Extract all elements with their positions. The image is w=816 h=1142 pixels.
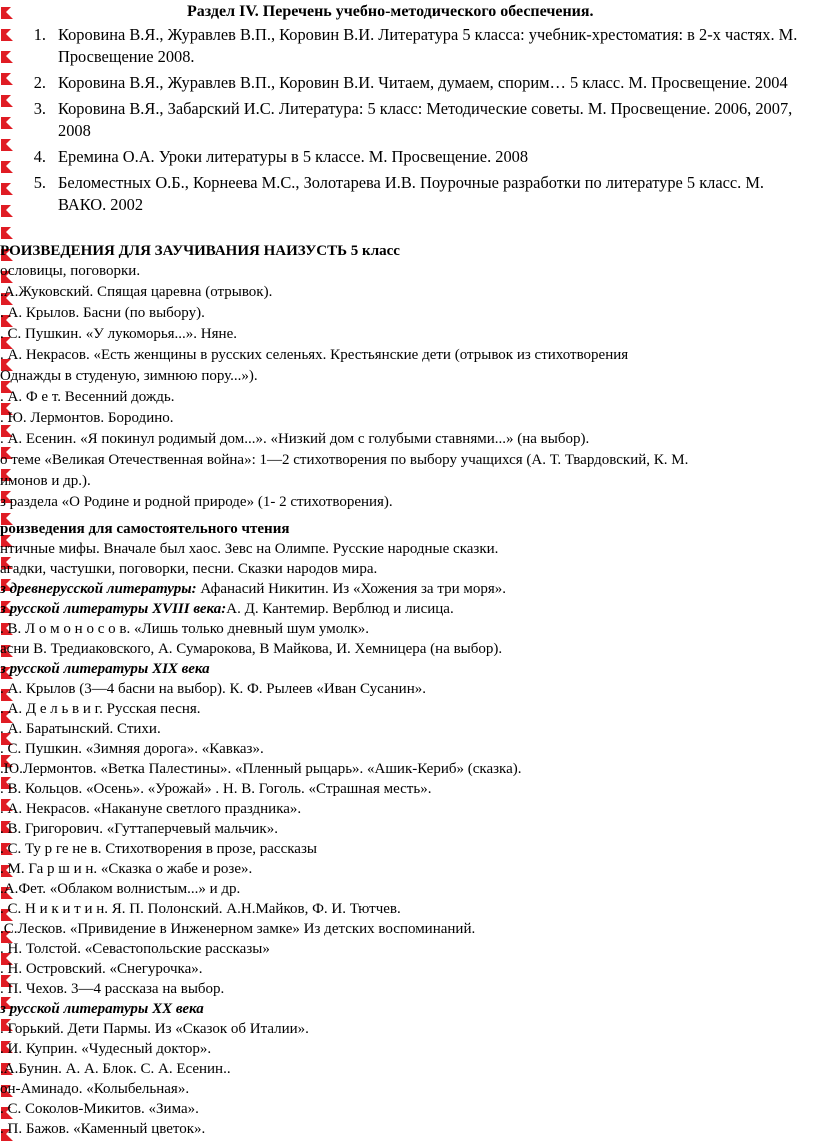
reading-text: А. Д. Кантемир. Верблюд и лисица. xyxy=(226,601,454,617)
reading-text: он-Аминадо. «Колыбельная». xyxy=(0,1081,190,1097)
memorize-item: имонов и др.). xyxy=(0,473,91,489)
memorize-item: о теме «Великая Отечественная война»: 1—2 стихотворения по выбору учащихся (А. Т. Твардовский, К. М. xyxy=(0,452,689,468)
reading-item xyxy=(0,819,816,839)
reading-item xyxy=(0,699,816,719)
bibliography-item xyxy=(24,172,814,216)
item-number: 2. xyxy=(33,73,46,92)
reading-item xyxy=(0,1059,816,1079)
reading-text: . Н. Островский. «Снегурочка». xyxy=(0,961,203,977)
reading-item xyxy=(0,659,816,679)
reading-item xyxy=(0,939,816,959)
memorize-item: . С. Пушкин. «У лукоморья...». Няне. xyxy=(0,326,237,342)
item-number: 4. xyxy=(33,147,46,166)
item-number: 3. xyxy=(33,99,46,118)
red-pennant-icon xyxy=(0,72,14,86)
memorize-list xyxy=(0,261,816,513)
memorize-item: Однажды в студеную, зимнюю пору...»). xyxy=(0,368,258,384)
reading-text: .А.Фет. «Облаком волнистым...» и др. xyxy=(0,881,241,897)
reading-text: Афанасий Никитин. Из «Хожения за три моря». xyxy=(196,581,506,597)
reading-item xyxy=(0,599,816,619)
memorize-item: . А. Ф е т. Весенний дождь. xyxy=(0,389,175,405)
reading-item xyxy=(0,1039,816,1059)
item-text: Беломестных О.Б., Корнеева М.С., Золотарева И.В. Поурочные разработки по литературе 5 класс. М. ВАКО. 2002 xyxy=(58,173,765,214)
reading-text: . И. Куприн. «Чудесный доктор». xyxy=(0,1041,212,1057)
item-text: Коровина В.Я., Журавлев В.П., Коровин В.И. Читаем, думаем, спорим… 5 класс. М. Просвещение. 2004 xyxy=(58,73,788,92)
reading-subheading: з русской литературы XIX века xyxy=(0,661,210,677)
reading-item xyxy=(0,759,816,779)
reading-text: . А. Д е л ь в и г. Русская песня. xyxy=(0,701,201,717)
red-pennant-icon xyxy=(0,204,14,218)
reading-item xyxy=(0,799,816,819)
reading-text: . М. Га р ш и н. «Сказка о жабе и розе». xyxy=(0,861,253,877)
reading-item xyxy=(0,859,816,879)
reading-text: . С. Пушкин. «Зимняя дорога». «Кавказ». xyxy=(0,741,264,757)
reading-item xyxy=(0,619,816,639)
memorize-item: . А. Крылов. Басни (по выбору). xyxy=(0,305,205,321)
bibliography-item xyxy=(24,146,814,168)
independent-reading-list xyxy=(0,539,816,1139)
reading-item xyxy=(0,979,816,999)
memorize-item: . Ю. Лермонтов. Бородино. xyxy=(0,410,174,426)
memorize-item: ословицы, поговорки. xyxy=(0,263,141,279)
memorize-item: . А. Есенин. «Я покинул родимый дом...». «Низкий дом с голубыми ставнями...» (на выбор). xyxy=(0,431,590,447)
reading-subheading: з русской литературы XX века xyxy=(0,1001,204,1017)
item-number: 1. xyxy=(33,25,46,44)
memorize-item: . А. Некрасов. «Есть женщины в русских селеньях. Крестьянские дети (отрывок из стихотворения xyxy=(0,347,629,363)
red-pennant-icon xyxy=(0,138,14,152)
memorize-item: з раздела «О Родине и родной природе» (1- 2 стихотворения). xyxy=(0,494,393,510)
reading-text: . С. Соколов-Микитов. «Зима». xyxy=(0,1101,199,1117)
reading-text: асни В. Тредиаковского, А. Сумарокова, В Майкова, И. Хемницера (на выбор). xyxy=(0,641,503,657)
reading-item xyxy=(0,1079,816,1099)
reading-item xyxy=(0,639,816,659)
red-pennant-icon xyxy=(0,116,14,130)
reading-item xyxy=(0,959,816,979)
reading-text: . Горький. Дети Пармы. Из «Сказок об Италии». xyxy=(0,1021,309,1037)
reading-text: нтичные мифы. Вначале был хаос. Зевс на Олимпе. Русские народные сказки. xyxy=(0,541,499,557)
independent-reading-heading: роизведения для самостоятельного чтения xyxy=(0,521,290,537)
reading-text: . В. Григорович. «Гуттаперчевый мальчик». xyxy=(0,821,278,837)
red-pennant-icon xyxy=(0,28,14,42)
reading-item xyxy=(0,919,816,939)
bibliography-item xyxy=(24,72,814,94)
reading-text: . В. Кольцов. «Осень». «Урожай» . Н. В. Гоголь. «Страшная месть». xyxy=(0,781,432,797)
reading-text: .С.Лесков. «Привидение в Инженерном замке» Из детских воспоминаний. xyxy=(0,921,476,937)
bibliography-item xyxy=(24,98,814,142)
red-pennant-icon xyxy=(0,94,14,108)
memorize-item: .А.Жуковский. Спящая царевна (отрывок). xyxy=(0,284,273,300)
reading-item xyxy=(0,879,816,899)
memorize-section xyxy=(0,241,816,513)
reading-text: . С. Ту р ге не в. Стихотворения в прозе, рассказы xyxy=(0,841,317,857)
reading-text: .А.Бунин. А. А. Блок. С. А. Есенин.. xyxy=(0,1061,231,1077)
reading-item xyxy=(0,679,816,699)
red-pennant-icon xyxy=(0,6,14,20)
reading-text: . С. Н и к и т и н. Я. П. Полонский. А.Н.Майков, Ф. И. Тютчев. xyxy=(0,901,401,917)
reading-text: .Ю.Лермонтов. «Ветка Палестины». «Пленный рыцарь». «Ашик-Кериб» (сказка). xyxy=(0,761,522,777)
item-text: Коровина В.Я., Журавлев В.П., Коровин В.И. Литература 5 класса: учебник-хрестоматия: в 2-х частях. М. Просвещение 2008. xyxy=(58,25,798,66)
red-pennant-icon xyxy=(0,182,14,196)
memorize-heading: РОИЗВЕДЕНИЯ ДЛЯ ЗАУЧИВАНИЯ НАИЗУСТЬ 5 класс xyxy=(0,243,400,259)
red-pennant-icon xyxy=(0,50,14,64)
reading-text: . А. Крылов (3—4 басни на выбор). К. Ф. Рылеев «Иван Сусанин». xyxy=(0,681,426,697)
item-text: Еремина О.А. Уроки литературы в 5 классе. М. Просвещение. 2008 xyxy=(58,147,529,166)
reading-item xyxy=(0,899,816,919)
reading-item xyxy=(0,579,816,599)
reading-item xyxy=(0,1119,816,1139)
bibliography-list xyxy=(24,24,814,220)
reading-text: агадки, частушки, поговорки, песни. Сказки народов мира. xyxy=(0,561,378,577)
reading-item xyxy=(0,1099,816,1119)
item-number: 5. xyxy=(33,173,46,192)
reading-text: . А. Некрасов. «Накануне светлого праздника». xyxy=(0,801,302,817)
reading-item xyxy=(0,539,816,559)
independent-reading-section xyxy=(0,519,816,1139)
bibliography-item xyxy=(24,24,814,68)
reading-item xyxy=(0,1019,816,1039)
reading-subheading: з древнерусской литературы: xyxy=(0,581,197,597)
reading-text: . В. Л о м о н о с о в. «Лишь только дневный шум умолк». xyxy=(0,621,370,637)
reading-item xyxy=(0,839,816,859)
reading-text: . А. Баратынский. Стихи. xyxy=(0,721,161,737)
reading-text: . П. Чехов. 3—4 рассказа на выбор. xyxy=(0,981,225,997)
reading-text: . П. Бажов. «Каменный цветок». xyxy=(0,1121,206,1137)
reading-item xyxy=(0,739,816,759)
reading-item xyxy=(0,559,816,579)
red-pennant-icon xyxy=(0,160,14,174)
reading-item xyxy=(0,779,816,799)
reading-text: . Н. Толстой. «Севастопольские рассказы» xyxy=(0,941,270,957)
red-pennant-icon xyxy=(0,226,14,240)
section-title: Раздел IV. Перечень учебно-методического обеспечения. xyxy=(187,3,594,20)
reading-item xyxy=(0,999,816,1019)
reading-subheading: з русской литературы XVIII века: xyxy=(0,601,227,617)
item-text: Коровина В.Я., Забарский И.С. Литература: 5 класс: Методические советы. М. Просвещение. 2006, 2007, 2008 xyxy=(58,99,793,140)
reading-item xyxy=(0,719,816,739)
